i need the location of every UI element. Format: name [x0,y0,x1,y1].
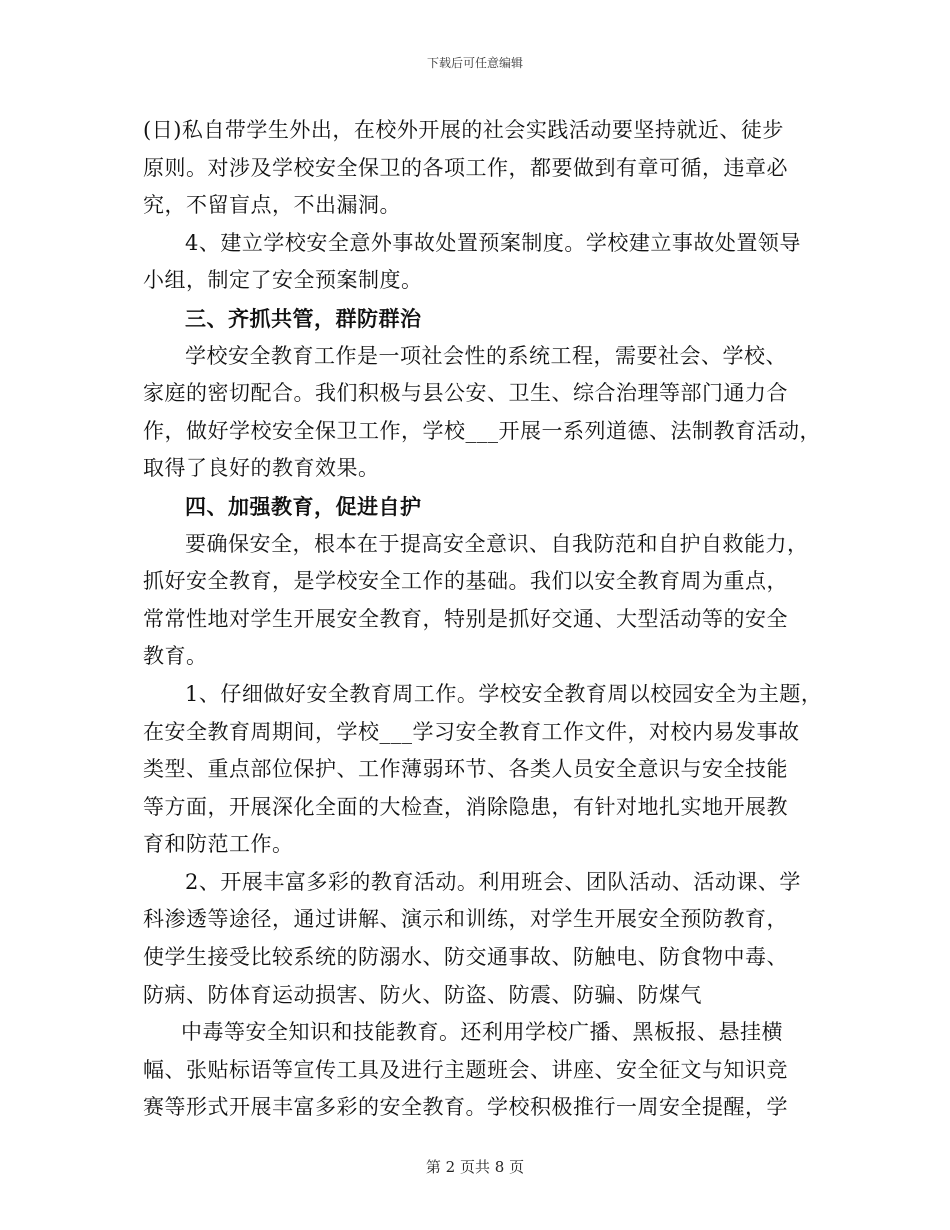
text-line: 学校安全教育工作是一项社会性的系统工程，需要社会、学校、 [185,343,787,368]
text-line: 抓好安全教育，是学校安全工作的基础。我们以安全教育周为重点， [143,569,788,594]
text-line: 1、仔细做好安全教育周工作。学校安全教育周以校园安全为主题， [185,681,823,706]
text-line: 原则。对涉及学校安全保卫的各项工作，都要做到有章可循，违章必 [143,155,788,180]
text-line: 小组，制定了安全预案制度。 [143,268,423,293]
text-line: 教育。 [143,644,208,669]
text-line: 育和防范工作。 [143,832,294,857]
text-line: 要确保安全，根本在于提高安全意识、自我防范和自护自救能力， [185,531,809,556]
text-line: 科渗透等途径，通过讲解、演示和训练，对学生开展安全预防教育， [143,907,788,932]
document-body [143,112,823,1127]
text-line: 幅、张贴标语等宣传工具及进行主题班会、讲座、安全征文与知识竞 [143,1057,788,1082]
page-header: 下载后可任意编辑 [426,56,523,70]
text-line: 赛等形式开展丰富多彩的安全教育。学校积极推行一周安全提醒，学 [143,1095,788,1120]
section-heading: 四、加强教育，促进自护 [185,493,422,519]
text-line: 究，不留盲点，不出漏洞。 [143,193,401,218]
text-line: 常常性地对学生开展安全教育，特别是抓好交通、大型活动等的安全 [143,606,788,631]
text-line: 家庭的密切配合。我们积极与县公安、卫生、综合治理等部门通力合 [143,381,788,406]
text-line: 类型、重点部位保护、工作薄弱环节、各类人员安全意识与安全技能 [143,757,788,782]
text-line: 作，做好学校安全保卫工作，学校___开展一系列道德、法制教育活动， [143,418,821,443]
text-line: 中毒等安全知识和技能教育。还利用学校广播、黑板报、悬挂横 [181,1020,783,1045]
text-line: 4、建立学校安全意外事故处置预案制度。学校建立事故处置领导 [185,230,801,255]
text-line: 防病、防体育运动损害、防火、防盗、防震、防骗、防煤气 [143,982,702,1007]
section-heading: 三、齐抓共管，群防群治 [185,305,422,331]
page-footer: 第 2 页共 8 页 [425,1158,525,1176]
text-line: 等方面，开展深化全面的大检查，消除隐患，有针对地扎实地开展教 [143,794,788,819]
text-line: 在安全教育周期间，学校___学习安全教育工作文件，对校内易发事故 [143,719,800,744]
text-line: 使学生接受比较系统的防溺水、防交通事故、防触电、防食物中毒、 [143,945,788,970]
text-line: (日)私自带学生外出，在校外开展的社会实践活动要坚持就近、徒步 [143,118,784,142]
text-line: 取得了良好的教育效果。 [143,456,380,481]
text-line: 2、开展丰富多彩的教育活动。利用班会、团队活动、活动课、学 [185,869,801,894]
